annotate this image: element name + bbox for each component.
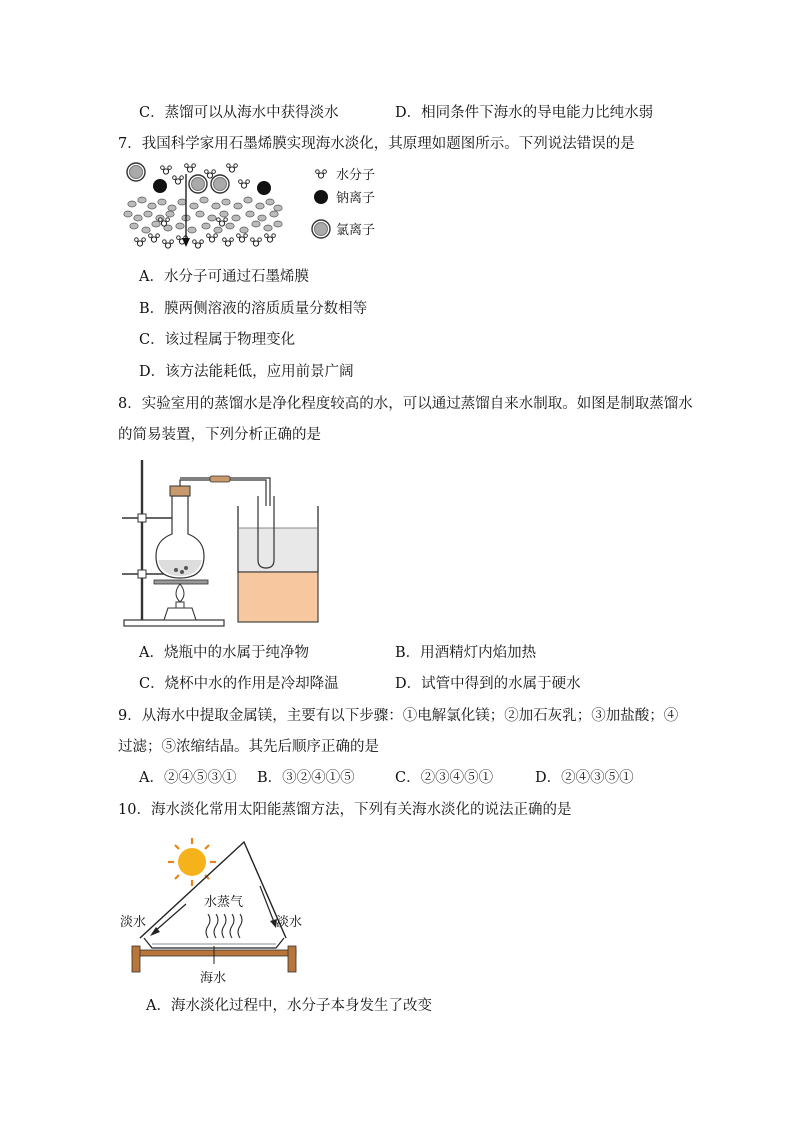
q7-stem: 7．我国科学家用石墨烯膜实现海水淡化，其原理如题图所示。下列说法错误的是	[118, 136, 635, 152]
q9-option-d: D．②④③⑤①	[535, 770, 634, 786]
legend-sodium-label: 钠离子	[336, 191, 376, 206]
q9-stem-line2: 过滤；⑤浓缩结晶。其先后顺序正确的是	[118, 739, 379, 755]
q8-option-d: D．试管中得到的水属于硬水	[395, 676, 581, 692]
q8-option-b: B．用酒精灯内焰加热	[395, 645, 537, 661]
solar-distillation-figure	[118, 834, 318, 989]
q8-option-c: C．烧杯中水的作用是冷却降温	[139, 676, 339, 692]
water-vapor-label: 水蒸气	[204, 895, 244, 910]
q7-option-a: A．水分子可通过石墨烯膜	[139, 269, 309, 285]
seawater-label: 海水	[200, 971, 227, 986]
q10-stem: 10．海水淡化常用太阳能蒸馏方法，下列有关海水淡化的说法正确的是	[118, 802, 572, 818]
distillation-apparatus-figure	[120, 456, 330, 628]
q9-option-a: A．②④⑤③①	[139, 770, 237, 786]
q9-stem-line1: 9．从海水中提取金属镁，主要有以下步骤：①电解氯化镁；②加石灰乳；③加盐酸；④	[118, 708, 679, 724]
q8-stem-line2: 的简易装置，下列分析正确的是	[118, 427, 321, 443]
legend-chloride-label: 氯离子	[336, 223, 376, 238]
graphene-membrane-figure	[120, 158, 420, 258]
q10-option-a: A．海水淡化过程中，水分子本身发生了改变	[146, 998, 432, 1014]
q6-option-c: C．蒸馏可以从海水中获得淡水	[139, 105, 339, 121]
q7-option-d: D．该方法能耗低，应用前景广阔	[139, 364, 354, 380]
q9-option-c: C．②③④⑤①	[395, 770, 494, 786]
sodium-ion-icon	[314, 190, 328, 204]
sun-icon	[168, 838, 216, 886]
q6-option-d: D．相同条件下海水的导电能力比纯水弱	[395, 105, 654, 121]
fresh-water-left-label: 淡水	[120, 915, 147, 930]
q8-option-a: A．烧瓶中的水属于纯净物	[139, 645, 309, 661]
q7-option-b: B．膜两侧溶液的溶质质量分数相等	[139, 301, 368, 317]
q9-option-b: B．③②④①⑤	[257, 770, 355, 786]
legend-water-label: 水分子	[336, 168, 376, 183]
q7-option-c: C．该过程属于物理变化	[139, 332, 296, 348]
fresh-water-right-label: 淡水	[276, 915, 303, 930]
q8-stem-line1: 8．实验室用的蒸馏水是净化程度较高的水，可以通过蒸馏自来水制取。如图是制取蒸馏水	[118, 396, 693, 412]
